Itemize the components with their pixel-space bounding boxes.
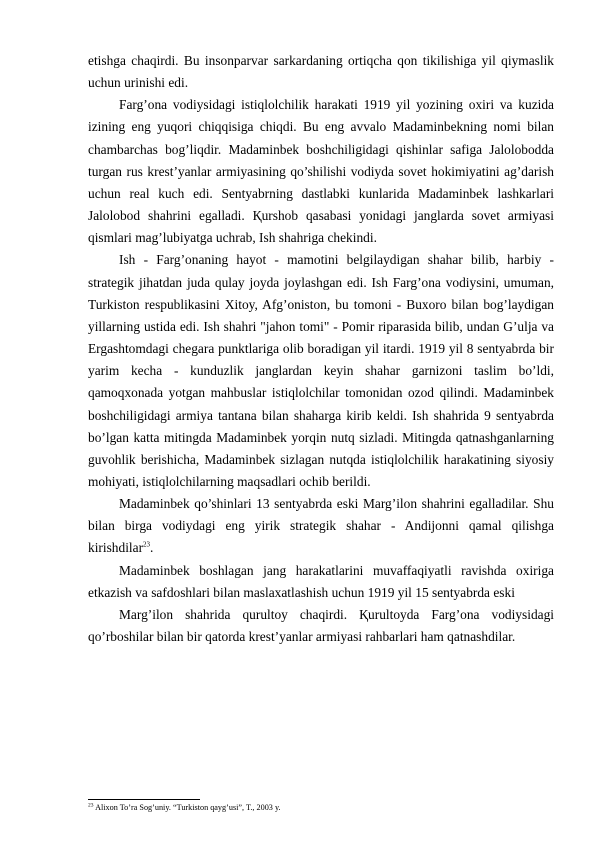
- footnote-reference-period: .: [150, 540, 154, 556]
- paragraph-margilon-text: Madaminbek qo’shinlari 13 sentyabrda eski Marg’ilon shahrini egalladilar. Shu bilan birga vodiydagi eng yirik strategik shahar - Andijonni qamal qilishga kirishdilar: [88, 496, 554, 556]
- paragraph-margilon: [88, 493, 554, 559]
- footnote-reference[interactable]: 23: [143, 540, 151, 549]
- footnote-number: 23: [88, 802, 94, 809]
- paragraph-continuation: etishga chaqirdi. Bu insonparvar sarkardaning ortiqcha qon tikilishiga yil qiymaslik uchun urinishi edi.: [88, 53, 554, 91]
- paragraph-ish-shahri: Ish - Farg’onaning hayot - mamotini belgilaydigan shahar bilib, harbiy - strategik jihatdan juda qulay joyda joylashgan edi. Ish Farg’ona vodiysini, umuman, Turkiston respublikasini Xitoy, Afg’oniston, bu tomoni - Buxoro bilan bog’laydigan yillarning ustida edi. Ish shahri "jahon tomi" - Pomir riparasida bilib, undan G’ulja va Ergashtomdagi chegara punktlariga olib boradigan yil itardi. 1919 yil 8 sentyabrda bir yarim kecha - kunduzlik janglardan keyin shahar garnizoni taslim bo’ldi, qamoqxonada yotgan mahbuslar istiqlolchilar tomonidan ozod qilindi. Madaminbek boshchiligidagi armiya tantana bilan shaharga kirib keldi. Ish shahrida 9 sentyabrda bo’lgan katta mitingda Madaminbek yorqin nutq sizladi. Mitingda qatnashganlarning guvohlik berishicha, Madaminbek sizlagan nutqda istiqlolchilik harakatining siyosiy mohiyati, istiqlolchilarning maqsadlari ochib berildi.: [88, 252, 554, 489]
- paragraph-qurultoy-intro: Madaminbek boshlagan jang harakatlarini muvaffaqiyatli ravishda oxiriga etkazish va safdoshlari bilan maslaxatlashish uchun 1919 yil 15 sentyabrda eski: [88, 562, 554, 600]
- body-text: [88, 50, 554, 648]
- footnote-text: Alixon To’ra Sog’uniy. “Turkiston qayg’usi”, T., 2003 y.: [93, 803, 281, 812]
- paragraph-qurultoy: Marg’ilon shahrida qurultoy chaqirdi. Қurultoyda Farg’ona vodiysidagi qo’rboshilar bilan bir qatorda krest’yanlar armiyasi rahbarlari ham qatnashdilar.: [88, 606, 554, 645]
- footnote-separator: [88, 799, 200, 800]
- footnote: [88, 802, 554, 814]
- paragraph-istiqlolchilik-harakati: Farg’ona vodiysidagi istiqlolchilik harakati 1919 yil yozining oxiri va kuzida izining eng yuqori chiqqisiga chiqdi. Bu eng avvalo Madaminbekning nomi bilan chambarchas bog’liqdir. Madaminbek boshchiligidagi qishinlar safiga Jalolobodda turgan rus krest’yanlar armiyasining qo’shilishi vodiyda sovet hokimiyatini ag’darish uchun real kuch edi. Sentyabrning dastlabki kunlarida Madaminbek lashkarlari Jalolobod shahrini egalladi. Қurshob qasabasi yonidagi janglarda sovet armiyasi qismlari mag’lubiyatga uchrab, Ish shahriga chekindi.: [88, 97, 554, 246]
